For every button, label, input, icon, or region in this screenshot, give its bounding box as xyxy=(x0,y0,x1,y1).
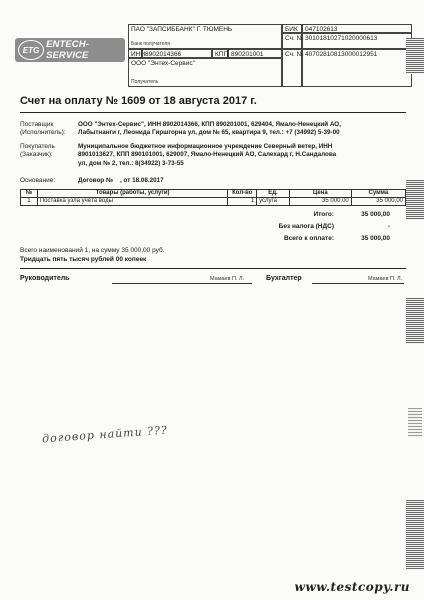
invoice-title: Счет на оплату № 1609 от 18 августа 2017 г. xyxy=(20,95,257,107)
summary-count: Всего наименований 1, на сумму 35 000,00 руб. xyxy=(20,247,165,254)
row-price: 35 000,00 xyxy=(289,198,351,206)
title-divider xyxy=(20,112,406,113)
watermark: www.testcopy.ru xyxy=(294,580,410,594)
supplier-line-2: Лабытнанги г, Леонида Гиршгорна ул, дом № 65, квартира 9, тел.: +7 (34992) 5-39-00 xyxy=(78,129,340,137)
summary-amount-words: Тридцать пять тысяч рублей 00 копеек xyxy=(20,256,147,263)
scan-artifact xyxy=(406,500,424,570)
row-qty: 1 xyxy=(228,198,257,206)
pay-value: 35 000,00 xyxy=(361,235,390,242)
supplier-details xyxy=(78,121,341,138)
supplier-label xyxy=(20,121,66,138)
company-logo xyxy=(15,38,125,62)
supplier-label-1: Поставщик xyxy=(20,121,54,128)
inn-label: ИНН xyxy=(128,49,142,58)
bik-label: БИК xyxy=(282,24,302,33)
bank-name-cell xyxy=(128,24,282,49)
buyer-line-1: Муниципальное бюджетное информационное учреждение Северный ветер, ИНН xyxy=(78,143,333,150)
account-value: 40702810813000012951 xyxy=(302,49,412,87)
vat-value: - xyxy=(387,223,390,230)
accountant-sign-line xyxy=(312,283,404,284)
total-label: Итого: xyxy=(313,211,334,218)
col-header-sum: Сумма xyxy=(351,190,405,198)
kpp-value: 890201001 xyxy=(228,49,282,58)
basis-label: Основание: xyxy=(20,177,56,184)
table-header-row xyxy=(21,190,406,198)
logo-badge: ETG xyxy=(18,40,44,60)
goods-table xyxy=(20,189,406,206)
row-unit: услуга xyxy=(257,198,290,206)
bik-value: 047102613 xyxy=(302,24,412,33)
logo-name: ENTECH-SERVICE xyxy=(46,39,89,61)
total-value: 35 000,00 xyxy=(361,211,390,218)
buyer-line-3: ул, дом № 2, тел.: 8(34922) 3-73-55 xyxy=(78,159,184,167)
buyer-details xyxy=(78,143,336,168)
buyer-label-1: Покупатель xyxy=(20,143,55,150)
scan-artifact xyxy=(408,408,422,438)
row-goods: Поставка узла учёта воды xyxy=(37,198,228,206)
col-header-goods: Товары (работы, услуги) xyxy=(37,190,228,198)
recipient-name: ООО "Энтех-Сервис" xyxy=(131,60,195,67)
handwritten-note: договор найти ??? xyxy=(41,423,169,446)
vat-label: Без налога (НДС) xyxy=(278,223,334,230)
supplier-line-1: ООО "Энтех-Сервис", ИНН 8902014366, КПП 890201001, 629404, Ямало-Ненецкий АО, xyxy=(78,121,341,128)
recipient-cell xyxy=(128,58,282,87)
scan-artifact xyxy=(406,298,424,344)
buyer-label xyxy=(20,143,55,160)
accountant-label: Бухгалтер xyxy=(266,275,302,282)
row-number: 1 xyxy=(21,198,38,206)
recipient-bank-label: Банк получателя xyxy=(131,41,170,47)
accountant-name: Мамаев П. Л. xyxy=(368,276,403,282)
col-header-number: № xyxy=(21,190,38,198)
col-header-unit: Ед. xyxy=(257,190,290,198)
recipient-label: Получатель xyxy=(131,79,159,85)
table-row xyxy=(21,198,406,206)
row-sum: 35 000,00 xyxy=(351,198,405,206)
corr-account-label: Сч. № xyxy=(282,33,302,49)
pay-label: Всего к оплате: xyxy=(284,235,334,242)
kpp-label: КПП xyxy=(212,49,228,58)
scan-artifact xyxy=(406,38,424,74)
basis-value: Договор № , от 18.08.2017 xyxy=(78,177,164,184)
head-name: Мамаев П. Л. xyxy=(210,276,245,282)
bank-details xyxy=(128,24,412,87)
bank-name: ПАО "ЗАПСИББАНК" Г. ТЮМЕНЬ xyxy=(131,26,233,33)
scan-artifact xyxy=(406,180,424,220)
buyer-line-2: 8901013627, КПП 890101001, 629007, Ямало-Ненецкий АО, Салехард г, Н.Сандалова xyxy=(78,151,337,159)
col-header-qty: Кол-во xyxy=(228,190,257,198)
head-label: Руководитель xyxy=(20,275,70,282)
col-header-price: Цена xyxy=(289,190,351,198)
head-sign-line xyxy=(112,283,252,284)
inn-value: 8902014366 xyxy=(142,49,212,58)
supplier-label-2: (Исполнитель): xyxy=(20,129,66,137)
account-label: Сч. № xyxy=(282,49,302,87)
summary-divider xyxy=(20,268,406,269)
corr-account-value: 30101810271020000613 xyxy=(302,33,412,49)
buyer-label-2: (Заказчик): xyxy=(20,151,53,159)
